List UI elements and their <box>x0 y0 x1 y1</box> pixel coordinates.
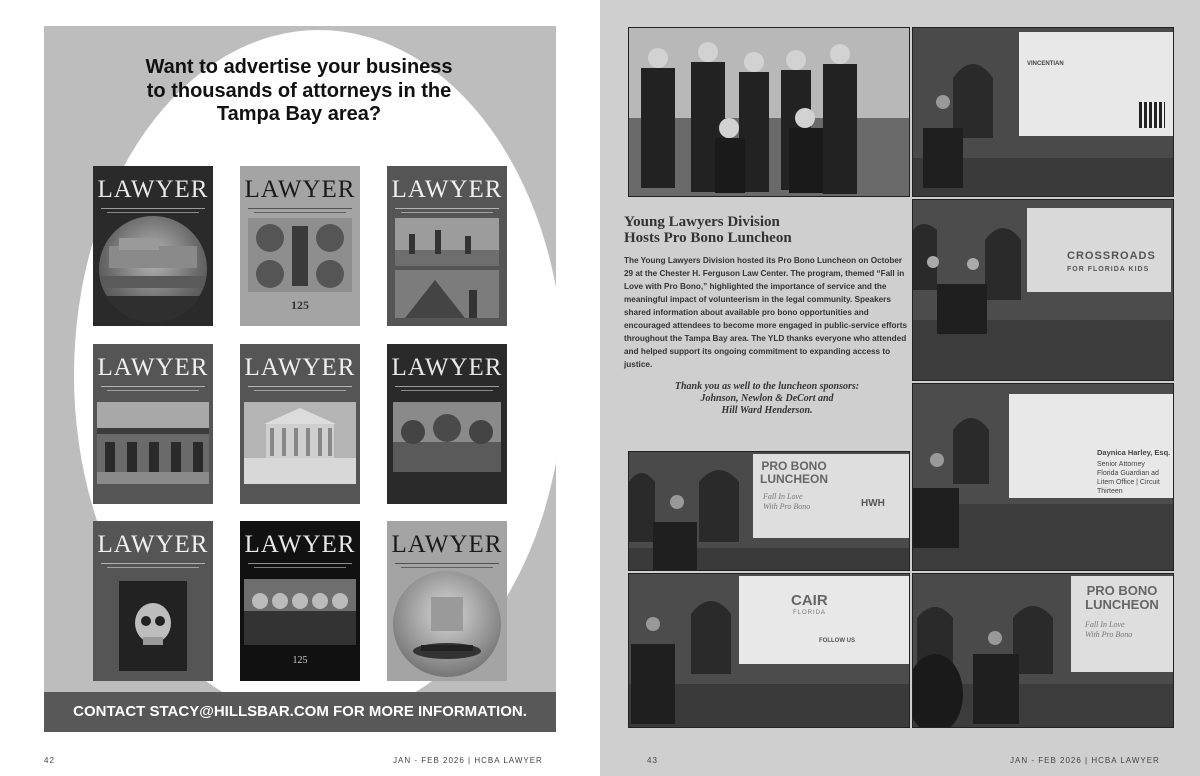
group-photo <box>628 27 910 197</box>
slide-logo: CAIR <box>791 592 828 609</box>
qr-code <box>1139 102 1165 128</box>
cover-photo <box>393 571 501 677</box>
sponsor-logo: HWH <box>861 498 885 509</box>
sponsor-thanks-line1: Thank you as well to the luncheon sponsors: <box>674 381 860 392</box>
slide-title-2: LUNCHEON <box>760 472 828 486</box>
speaker-title-4: Thirteen <box>1097 488 1123 495</box>
slide-logo-sub: FLORIDA <box>793 610 827 616</box>
ad-headline: Want to advertise your business to thousands of attorneys in the Tampa Bay area? <box>145 56 453 125</box>
magazine-cover <box>387 521 507 681</box>
cover-photo <box>244 579 356 645</box>
article-title-line2: Hosts Pro Bono Luncheon <box>624 230 792 246</box>
article <box>624 214 910 417</box>
event-photo-pro-bono-1 <box>628 451 910 571</box>
slide-tagline: Fall In Love With Pro Bono <box>763 492 811 511</box>
contact-cta: CONTACT STACY@HILLSBAR.COM FOR MORE INFORMATION. <box>44 692 556 732</box>
magazine-cover <box>240 521 360 681</box>
cover-photo <box>119 581 187 671</box>
slide-subtitle: FOR FLORIDA KIDS <box>1067 266 1150 273</box>
sponsor-thanks-line2: Johnson, Newlon & DeCort and <box>700 393 834 404</box>
article-body: The Young Lawyers Division hosted its Pro Bono Luncheon on October 29 at the Chester H. Ferguson Law Center. The program, themed “Fall in Love with Pro Bono,” highlighted the importance of service and the meaningful impact of volunteerism in the legal community. Speakers shared information about available pro bono opportunities and encouraged attendees to become more engaged in public-service efforts throughout the Tampa Bay area. The YLD thanks everyone who attended and helped support its ongoing commitment to expanding access to justice. <box>624 256 907 369</box>
magazine-cover <box>240 344 360 504</box>
cover-title: LAWYER <box>244 531 356 558</box>
article-title-line1: Young Lawyers Division <box>624 214 780 230</box>
magazine-cover <box>93 344 213 504</box>
anniversary-badge: 125 <box>291 298 309 312</box>
running-footer-left: JAN - FEB 2026 | HCBA LAWYER <box>393 756 543 765</box>
sponsor-thanks-line3: Hill Ward Henderson. <box>721 405 813 416</box>
magazine-cover <box>93 521 213 681</box>
event-photo-speaker <box>912 383 1174 571</box>
magazine-cover <box>387 166 507 326</box>
presentation-screen <box>1071 576 1173 672</box>
advertisement <box>44 26 556 732</box>
cover-photo <box>393 402 501 472</box>
slide-logo-text: VINCENTIAN <box>1027 61 1064 67</box>
cover-title: LAWYER <box>391 354 503 381</box>
presentation-screen <box>1019 32 1173 136</box>
speaker-title-1: Senior Attorney <box>1097 461 1145 468</box>
slide-title-2: LUNCHEON <box>1085 597 1159 612</box>
cover-title: LAWYER <box>97 531 209 558</box>
speaker-title-3: Litem Office | Circuit <box>1097 479 1160 486</box>
page-number-right: 43 <box>647 756 658 765</box>
sponsor-thanks <box>624 381 910 417</box>
follow-us-text: FOLLOW US <box>819 638 855 644</box>
running-footer-right: JAN - FEB 2026 | HCBA LAWYER <box>1010 756 1160 765</box>
slide-title-1: PRO BONO <box>761 459 827 473</box>
cover-title: LAWYER <box>97 176 209 203</box>
cover-title: LAWYER <box>391 176 503 203</box>
cover-photo <box>97 402 209 484</box>
event-photo-pro-bono-2 <box>912 573 1174 728</box>
page-number-left: 42 <box>44 756 55 765</box>
event-photo-crossroads <box>912 199 1174 381</box>
slide-title: CROSSROADS <box>1067 250 1156 262</box>
magazine-cover <box>93 166 213 326</box>
cover-title: LAWYER <box>97 354 209 381</box>
cover-photo <box>395 218 499 266</box>
slide-title-1: PRO BONO <box>1086 583 1158 598</box>
presentation-screen <box>739 576 909 664</box>
cover-photo <box>99 216 207 322</box>
speaker-name: Daynica Harley, Esq. <box>1097 448 1171 457</box>
event-photo-vincentian <box>912 27 1174 197</box>
slide-tagline: Fall In Love With Pro Bono <box>1085 620 1133 639</box>
anniversary-badge: 125 <box>292 655 308 666</box>
cover-photo <box>395 270 499 318</box>
cover-title: LAWYER <box>244 354 356 381</box>
cover-title: LAWYER <box>244 176 356 203</box>
presentation-screen <box>753 454 909 538</box>
cover-photo <box>248 218 352 292</box>
event-photo-cair <box>628 573 910 728</box>
speaker-title-2: Florida Guardian ad <box>1097 470 1159 477</box>
presentation-screen <box>1027 208 1171 292</box>
cover-title: LAWYER <box>391 531 503 558</box>
magazine-cover <box>387 344 507 504</box>
magazine-cover <box>240 166 360 326</box>
presentation-screen <box>1009 394 1173 498</box>
cover-photo <box>244 402 356 484</box>
